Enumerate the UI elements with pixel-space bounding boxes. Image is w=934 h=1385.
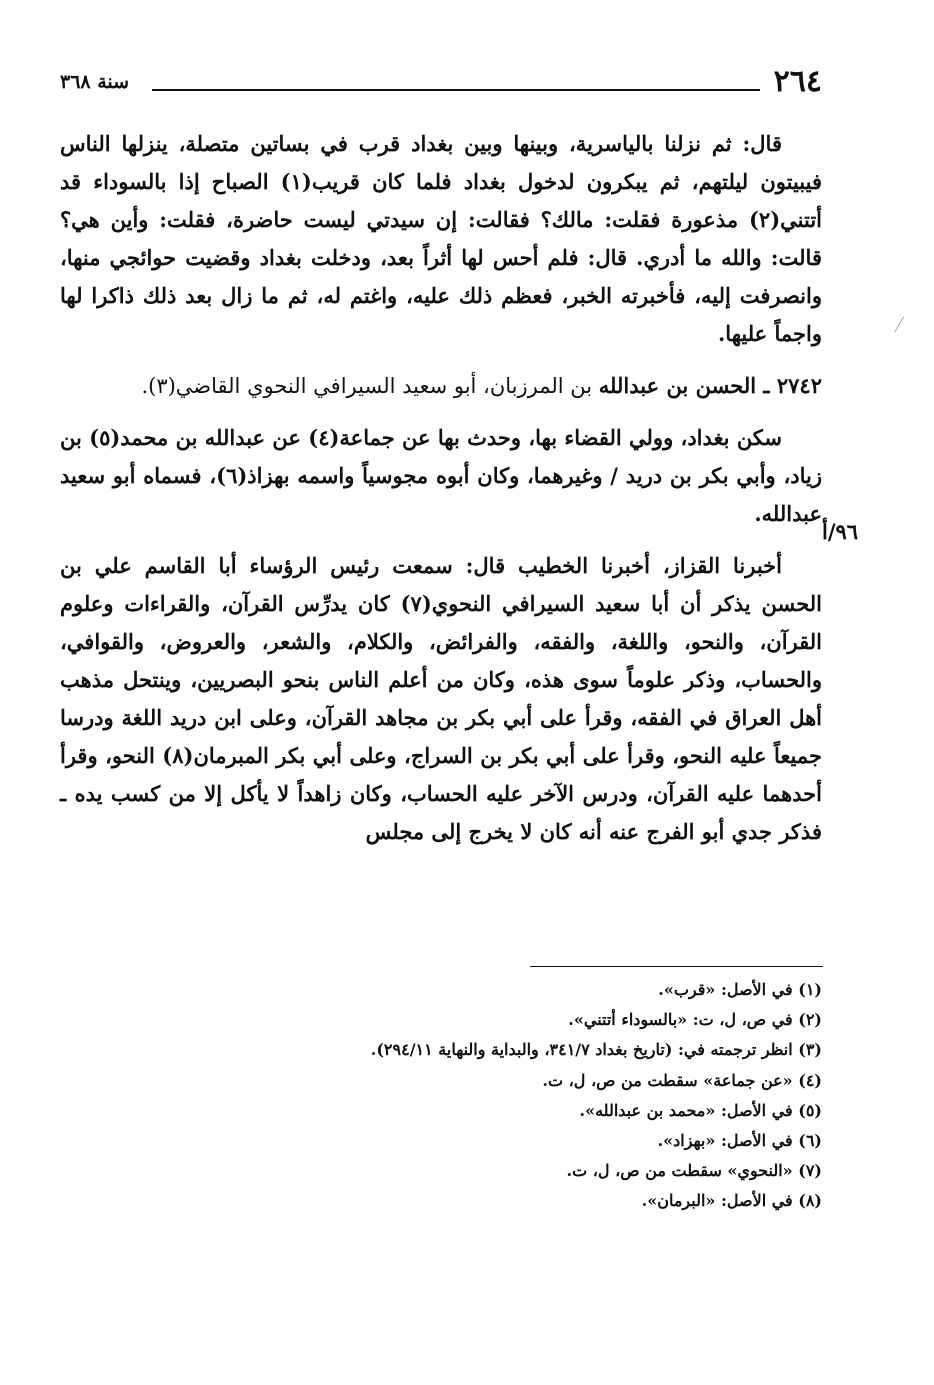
footnotes — [62, 975, 822, 1217]
footnote-7: (٧) «النحوي» سقطت من ص، ل، ت. — [566, 1161, 822, 1181]
paragraph-2: سكن بغداد، وولي القضاء بها، وحدث بها عن جماعة(٤) عن عبدالله بن محمد(٥) بن زياد، وأبي بكر بن دريد / وغيرهما، وكان أبوه مجوسياً واسمه بهزاذ(٦)، فسماه أبو سعيد عبدالله. — [60, 425, 823, 526]
margin-stroke — [894, 316, 913, 337]
footnote-2: (٢) في ص، ل، ت: «بالسوداء أتتني». — [568, 1010, 822, 1030]
footnote-1: (١) في الأصل: «قرب». — [658, 980, 822, 999]
paragraph-3: أخبرنا القزاز، أخبرنا الخطيب قال: سمعت رئيس الرؤساء أبا القاسم علي بن الحسن يذكر أن أبا سعيد السيرافي النحوي(٧) كان يدرِّس القرآن، والقراءات وعلوم القرآن، والنحو، واللغة، والفقه، والفرائض، والكلام، والشعر، والعروض، والقوافي، والحساب، وذكر علوماً سوى هذه، وكان من أعلم الناس بنحو البصريين، وينتحل مذهب أهل العراق في الفقه، وقرأ على أبي بكر بن مجاهد القرآن، وعلى ابن دريد اللغة ودرسا جميعاً عليه النحو، وقرأ على أبي بكر بن السراج، وعلى أبي بكر المبرمان(٨) النحو، وقرأ أحدهما عليه القرآن، ودرس الآخر عليه الحساب، وكان زاهداً لا يأكل إلا من كسب يده ـ فذكر جدي أبو الفرج عنه أنه كان لا يخرج إلى مجلس — [60, 553, 823, 844]
page-header — [60, 62, 822, 102]
page-number: ٢٦٤ — [773, 64, 822, 99]
year-label: سنة ٣٦٨ — [60, 71, 130, 93]
entry-rest: بن المرزبان، أبو سعيد السيرافي النحوي القاضي(٣). — [141, 374, 599, 398]
header-rule — [152, 89, 760, 91]
footnote-8: (٨) في الأصل: «البرمان». — [641, 1191, 822, 1211]
main-text — [60, 125, 822, 851]
folio-margin-note: ٩٦/أ — [822, 519, 859, 544]
footnote-6: (٦) في الأصل: «بهزاد». — [657, 1131, 822, 1151]
footnote-4: (٤) «عن جماعة» سقطت من ص، ل، ت. — [542, 1070, 822, 1090]
footnote-3: (٣) انظر ترجمته في: (تاريخ بغداد ٣٤١/٧، والبداية والنهاية ٢٩٤/١١). — [370, 1040, 822, 1060]
entry-heading — [60, 367, 822, 405]
paragraph-1: قال: ثم نزلنا بالياسرية، وبينها وبين بغداد قرب في بساتين متصلة، ينزلها الناس فيبيتون ليلتهم، ثم يبكرون لدخول بغداد فلما كان قريب(١) الصباح إذا بالسوداء قد أتتني(٢) مذعورة فقلت: مالك؟ فقالت: إن سيدتي ليست حاضرة، فقلت: وأين هي؟ قالت: والله ما أدري. قال: فلم أحس لها أثراً بعد، ودخلت بغداد وقضيت حوائجي منها، وانصرفت إليه، فأخبرته الخبر، فعظم ذلك عليه، واغتم له، ثم ما زال بعد ذلك ذاكرا لها واجماً عليها. — [60, 131, 822, 346]
footnote-rule — [530, 966, 823, 967]
entry-number-name: ٢٧٤٢ ـ الحسن بن عبدالله — [598, 373, 822, 398]
footnote-5: (٥) في الأصل: «محمد بن عبدالله». — [579, 1100, 822, 1120]
